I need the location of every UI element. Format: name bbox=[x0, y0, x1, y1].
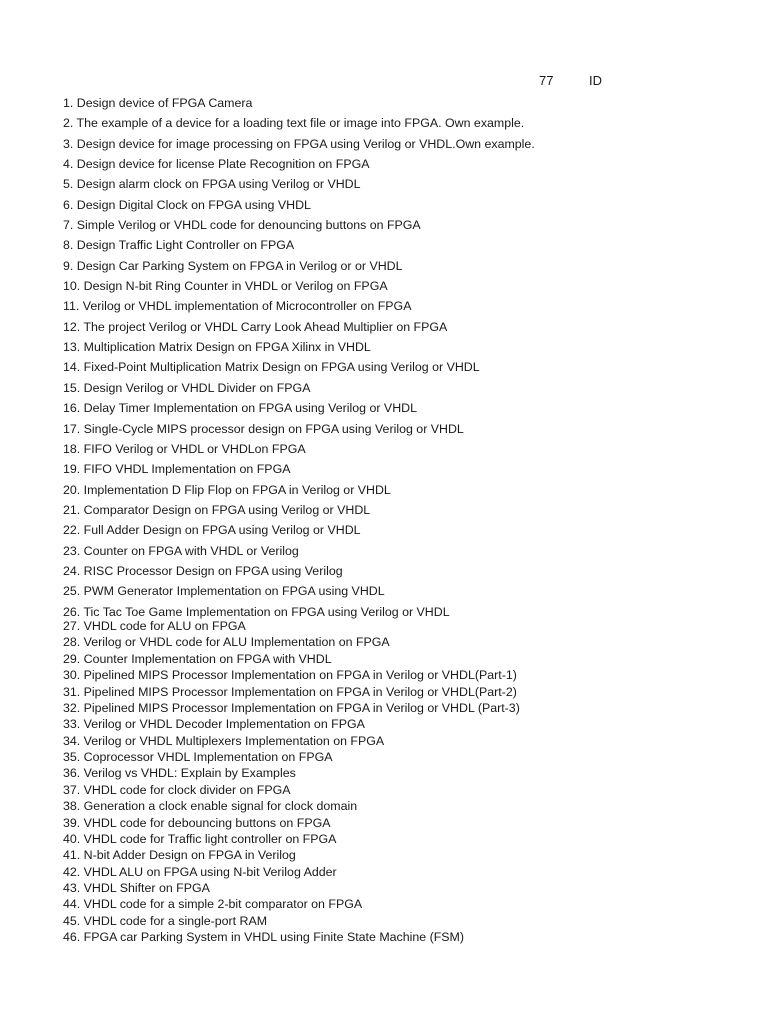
topic-list-spaced bbox=[63, 93, 753, 622]
list-item: 29. Counter Implementation on FPGA with VHDL bbox=[63, 651, 332, 666]
list-item: 39. VHDL code for debouncing buttons on FPGA bbox=[63, 815, 331, 830]
list-item: 40. VHDL code for Traffic light controller on FPGA bbox=[63, 831, 337, 846]
list-item: 8. Design Traffic Light Controller on FPGA bbox=[63, 238, 295, 253]
list-item: 42. VHDL ALU on FPGA using N-bit Verilog Adder bbox=[63, 864, 337, 879]
list-item: 37. VHDL code for clock divider on FPGA bbox=[63, 782, 291, 797]
list-item: 30. Pipelined MIPS Processor Implementation on FPGA in Verilog or VHDL(Part-1) bbox=[63, 668, 517, 683]
list-item: 41. N-bit Adder Design on FPGA in Verilog bbox=[63, 848, 296, 863]
list-item: 18. FIFO Verilog or VHDL or VHDLon FPGA bbox=[63, 441, 306, 456]
list-item: 2. The example of a device for a loading text file or image into FPGA. Own example. bbox=[63, 116, 525, 131]
list-item: 27. VHDL code for ALU on FPGA bbox=[63, 619, 246, 633]
list-item: 17. Single-Cycle MIPS processor design on FPGA using Verilog or VHDL bbox=[63, 421, 464, 436]
list-item: 1. Design device of FPGA Camera bbox=[63, 96, 253, 110]
list-item: 12. The project Verilog or VHDL Carry Look Ahead Multiplier on FPGA bbox=[63, 319, 448, 334]
list-item: 16. Delay Timer Implementation on FPGA using Verilog or VHDL bbox=[63, 401, 417, 416]
list-item: 21. Comparator Design on FPGA using Verilog or VHDL bbox=[63, 502, 371, 517]
list-item: 31. Pipelined MIPS Processor Implementation on FPGA in Verilog or VHDL(Part-2) bbox=[63, 684, 517, 699]
list-item: 22. Full Adder Design on FPGA using Verilog or VHDL bbox=[63, 523, 361, 538]
list-item: 35. Coprocessor VHDL Implementation on FPGA bbox=[63, 750, 333, 764]
list-item: 24. RISC Processor Design on FPGA using Verilog bbox=[63, 563, 343, 578]
header-id-label: ID bbox=[589, 73, 602, 88]
list-item: 15. Design Verilog or VHDL Divider on FPGA bbox=[63, 380, 311, 395]
list-item: 5. Design alarm clock on FPGA using Verilog or VHDL bbox=[63, 177, 361, 192]
list-item: 25. PWM Generator Implementation on FPGA using VHDL bbox=[63, 584, 385, 599]
list-item: 44. VHDL code for a simple 2-bit comparator on FPGA bbox=[63, 897, 363, 912]
list-item: 26. Tic Tac Toe Game Implementation on FPGA using Verilog or VHDL bbox=[63, 604, 450, 619]
list-item: 33. Verilog or VHDL Decoder Implementation on FPGA bbox=[63, 717, 365, 732]
list-item: 32. Pipelined MIPS Processor Implementation on FPGA in Verilog or VHDL (Part-3) bbox=[63, 700, 520, 715]
list-item: 28. Verilog or VHDL code for ALU Implementation on FPGA bbox=[63, 635, 390, 650]
list-item: 34. Verilog or VHDL Multiplexers Implementation on FPGA bbox=[63, 733, 385, 748]
list-item: 23. Counter on FPGA with VHDL or Verilog bbox=[63, 543, 299, 558]
list-item: 9. Design Car Parking System on FPGA in Verilog or or VHDL bbox=[63, 258, 403, 273]
list-item: 19. FIFO VHDL Implementation on FPGA bbox=[63, 462, 291, 477]
header-number: 77 bbox=[539, 73, 554, 88]
topic-list-compact bbox=[63, 618, 753, 946]
list-item: 36. Verilog vs VHDL: Explain by Examples bbox=[63, 766, 296, 781]
list-item: 11. Verilog or VHDL implementation of Microcontroller on FPGA bbox=[63, 299, 412, 314]
list-item: 3. Design device for image processing on FPGA using Verilog or VHDL.Own example. bbox=[63, 136, 535, 151]
list-item: 4. Design device for license Plate Recognition on FPGA bbox=[63, 157, 370, 172]
list-item: 14. Fixed-Point Multiplication Matrix Design on FPGA using Verilog or VHDL bbox=[63, 360, 480, 375]
list-item: 20. Implementation D Flip Flop on FPGA in Verilog or VHDL bbox=[63, 482, 391, 497]
list-item: 45. VHDL code for a single-port RAM bbox=[63, 913, 268, 928]
list-item: 10. Design N-bit Ring Counter in VHDL or Verilog on FPGA bbox=[63, 279, 388, 294]
list-item: 38. Generation a clock enable signal for clock domain bbox=[63, 799, 358, 814]
list-item: 43. VHDL Shifter on FPGA bbox=[63, 881, 210, 895]
list-item: 7. Simple Verilog or VHDL code for denouncing buttons on FPGA bbox=[63, 218, 421, 233]
list-item: 46. FPGA car Parking System in VHDL using Finite State Machine (FSM) bbox=[63, 930, 465, 945]
list-item: 13. Multiplication Matrix Design on FPGA Xilinx in VHDL bbox=[63, 340, 371, 355]
list-item: 6. Design Digital Clock on FPGA using VHDL bbox=[63, 197, 311, 212]
